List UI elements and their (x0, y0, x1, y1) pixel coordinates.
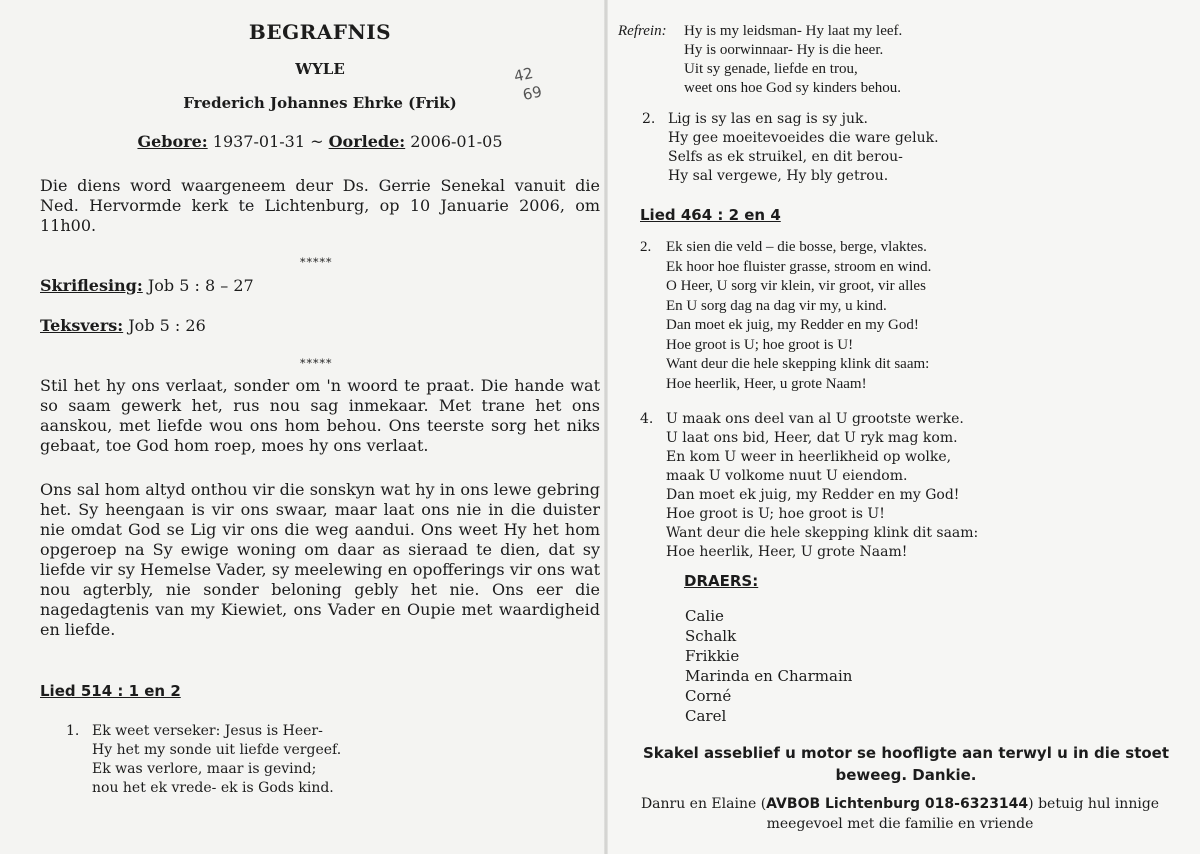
wyle-label: WYLE (295, 60, 345, 78)
oorlede-label: Oorlede: (328, 132, 406, 151)
verse-line: O Heer, U sorg vir klein, vir groot, vir alles (666, 278, 926, 294)
headlights-notice: Skakel asseblief u motor se hoofligte aan terwyl u in die stoet beweeg. Dankie. (642, 744, 1170, 784)
page-fold (604, 0, 608, 854)
verse-line: Hoe groot is U; hoe groot is U! (666, 336, 854, 353)
refrein-line: Hy is oorwinnaar- Hy is die heer. (684, 42, 884, 58)
verse-line: Want deur die hele skepping klink dit saam: (666, 356, 930, 372)
verse-line: U laat ons bid, Heer, dat U ryk mag kom. (666, 430, 958, 446)
verse-number: 2. (642, 111, 656, 127)
verse-line: En kom U weer in heerlikheid op wolke, (666, 449, 952, 465)
verse-line: Hy het my sonde uit liefde vergeef. (92, 742, 342, 758)
stars-divider: ***** (300, 256, 333, 269)
draer-name: Calie (685, 607, 724, 625)
verse-line: Hoe heerlik, Heer, u grote Naam! (666, 375, 867, 392)
tribute-paragraph: Ons sal hom altyd onthou vir die sonskyn wat hy in ons lewe gebring het. Sy heengaan is vir ons swaar, maar laat ons nie in die duister nie omdat God se Lig vir ons die weg aandui. Ons weet Hy het hom opgeroep na Sy ewige woning om daar as sieraad te dien, dat sy liefde vir sy Hemelse Vader, sy meelewing en opofferings vir ons wat nou agterbly, nie sonder beloning gebly het nie. Ons eer die nagedagtenis van my Kiewiet, ons Vader en Oupie met waardigheid en liefde. (40, 480, 600, 639)
verse-line: Dan moet ek juig, my Redder en my God! (666, 317, 919, 333)
verse-number: 1. (66, 723, 80, 739)
document-title: BEGRAFNIS (248, 20, 392, 44)
verse-line: Hoe heerlik, Heer, U grote Naam! (666, 544, 908, 560)
oorlede-date: 2006-01-05 (410, 132, 503, 151)
draers-heading: DRAERS: (684, 572, 759, 590)
teksvers-line (40, 316, 206, 335)
verse-line: U maak ons deel van al U grootste werke. (666, 411, 964, 427)
verse-line: Ek was verlore, maar is gevind; (92, 761, 317, 777)
condolence-footer (630, 794, 1170, 834)
refrein (618, 22, 902, 98)
service-paragraph: Die diens word waargeneem deur Ds. Gerrie Senekal vanuit die Ned. Hervormde kerk te Lichtenburg, op 10 Januarie 2006, om 11h00. (40, 176, 600, 235)
handwritten-note: 42 69 (512, 63, 544, 106)
lied-514-heading: Lied 514 : 1 en 2 (40, 682, 181, 700)
verse-line: Ek hoor hoe fluister grasse, stroom en wind. (666, 258, 932, 275)
footer-company: AVBOB Lichtenburg 018-6323144 (766, 796, 1029, 812)
refrein-label: Refrein: (618, 23, 667, 39)
verse-line: nou het ek vrede- ek is Gods kind. (92, 780, 334, 796)
verse-line: Lig is sy las en sag is sy juk. (668, 111, 868, 127)
skriflesing-label: Skriflesing: (40, 276, 143, 295)
skriflesing-line (40, 276, 254, 295)
verse-number: 2. (640, 239, 652, 255)
verse-line: Ek sien die veld – die bosse, berge, vlaktes. (666, 239, 927, 255)
draer-name: Frikkie (685, 647, 740, 665)
teksvers-label: Teksvers: (40, 316, 124, 335)
refrein-line: Uit sy genade, liefde en trou, (684, 61, 858, 77)
verse-line: Hy gee moeitevoeides die ware geluk. (668, 130, 939, 146)
lied-514-verse-1 (66, 722, 341, 798)
teksvers-value: Job 5 : 26 (128, 316, 206, 335)
verse-number: 4. (640, 411, 654, 427)
draer-name: Schalk (685, 627, 737, 645)
gebore-label: Gebore: (137, 132, 208, 151)
draers-list (685, 606, 852, 726)
verse-line: Ek weet verseker: Jesus is Heer- (92, 723, 323, 739)
lied-464-verse-4 (640, 410, 978, 562)
footer-post: ) betuig hul innige meegevoel met die familie en vriende (766, 796, 1160, 832)
gebore-date: 1937-01-31 (212, 132, 306, 151)
verse-line: maak U volkome nuut U eiendom. (666, 468, 908, 484)
lied-464-heading: Lied 464 : 2 en 4 (640, 206, 781, 224)
verse-line: Want deur die hele skepping klink dit saam: (666, 525, 979, 541)
draer-name: Corné (685, 687, 732, 705)
verse-line: Hoe groot is U; hoe groot is U! (666, 506, 885, 522)
lied-464-verse-2 (640, 238, 931, 394)
refrein-line: Hy is my leidsman- Hy laat my leef. (684, 23, 903, 39)
verse-line: Dan moet ek juig, my Redder en my God! (666, 487, 960, 503)
verse-line: Hy sal vergewe, Hy bly getrou. (668, 168, 889, 184)
skriflesing-value: Job 5 : 8 – 27 (147, 276, 254, 295)
stars-divider: ***** (300, 357, 333, 370)
tribute-paragraph: Stil het hy ons verlaat, sonder om 'n woord te praat. Die hande wat so saam gewerk het, rus nou sag inmekaar. Met trane het ons aanskou, met liefde wou ons hom behou. Ons teerste sorg het niks gebaat, toe God hom roep, moes hy ons verlaat. (40, 376, 600, 455)
refrein-line: weet ons hoe God sy kinders behou. (684, 80, 902, 96)
draer-name: Marinda en Charmain (685, 667, 853, 685)
draer-name: Carel (685, 707, 727, 725)
footer-pre: Danru en Elaine ( (640, 796, 767, 812)
deceased-name: Frederich Johannes Ehrke (Frik) (183, 94, 457, 112)
dates-line (0, 132, 640, 151)
date-separator: ~ (310, 132, 324, 151)
verse-line: Selfs as ek struikel, en dit berou- (668, 149, 903, 165)
verse-line: En U sorg dag na dag vir my, u kind. (666, 297, 887, 314)
lied-514-verse-2 (642, 110, 939, 186)
